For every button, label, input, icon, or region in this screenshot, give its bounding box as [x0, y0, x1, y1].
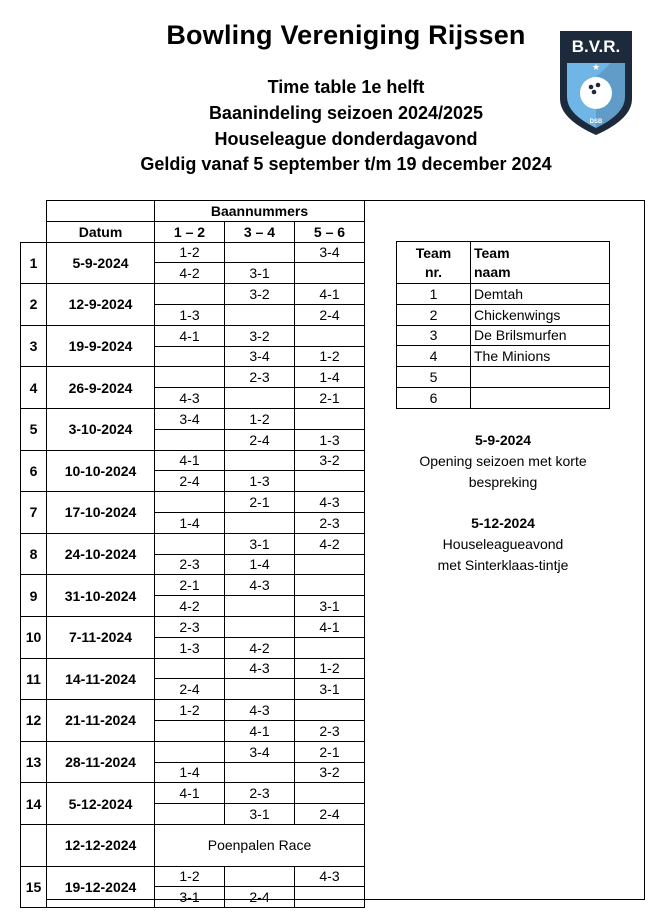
match-cell: 2-3: [155, 554, 225, 575]
match-cell: 4-3: [225, 658, 295, 679]
match-cell: [295, 887, 365, 908]
match-cell: 3-1: [295, 596, 365, 617]
lane-header-1: 1 – 2: [155, 221, 225, 242]
round-date: 19-12-2024: [47, 866, 155, 908]
team-nr-header-line2: nr.: [424, 263, 443, 280]
match-cell: 2-3: [225, 783, 295, 804]
round-date: 17-10-2024: [47, 492, 155, 534]
match-cell: 4-3: [225, 575, 295, 596]
note-opening-line1: Opening seizoen met korte: [419, 453, 587, 469]
lane-header-3: 5 – 6: [295, 221, 365, 242]
date-column-header: Datum: [47, 221, 155, 242]
subtitle-time-table: Time table 1e helft: [267, 77, 425, 97]
round-number: 1: [21, 242, 47, 284]
match-cell: 2-4: [295, 804, 365, 825]
match-cell: [225, 242, 295, 263]
match-cell: 4-1: [155, 325, 225, 346]
match-cell: 4-3: [295, 492, 365, 513]
schedule-row-5-a: [21, 408, 365, 429]
round-number: 8: [21, 533, 47, 575]
match-cell: [155, 741, 225, 762]
round-number: 5: [21, 408, 47, 450]
team-row: [397, 325, 610, 346]
teams-header-row: [397, 242, 610, 284]
match-cell: [155, 533, 225, 554]
match-cell: 2-4: [225, 887, 295, 908]
match-cell: 4-1: [295, 284, 365, 305]
schedule-row-special: [21, 824, 365, 866]
round-date: 5-9-2024: [47, 242, 155, 284]
match-cell: [295, 263, 365, 284]
team-name: De Brilsmurfen: [471, 325, 610, 346]
team-name: Demtah: [471, 284, 610, 305]
match-cell: 1-3: [225, 471, 295, 492]
match-cell: 2-1: [155, 575, 225, 596]
team-row: [397, 346, 610, 367]
schedule-header-row-1: [21, 201, 365, 222]
match-cell: 3-2: [225, 284, 295, 305]
team-number: 6: [397, 387, 471, 408]
team-name-header: [471, 242, 610, 284]
schedule-row-10-a: [21, 616, 365, 637]
match-cell: [295, 700, 365, 721]
match-cell: [225, 616, 295, 637]
round-number: 15: [21, 866, 47, 908]
team-number: 2: [397, 304, 471, 325]
round-number: 2: [21, 284, 47, 326]
match-cell: 2-3: [225, 367, 295, 388]
match-cell: 3-2: [295, 762, 365, 783]
team-row: [397, 284, 610, 305]
match-cell: [155, 429, 225, 450]
team-number: 3: [397, 325, 471, 346]
match-cell: 2-4: [155, 471, 225, 492]
match-cell: 3-1: [155, 887, 225, 908]
note-opening: [398, 430, 608, 493]
team-row: [397, 387, 610, 408]
match-cell: 1-2: [155, 700, 225, 721]
schedule-row-11-a: [21, 658, 365, 679]
match-cell: [155, 492, 225, 513]
teams-table: [396, 241, 610, 409]
match-cell: 2-1: [295, 388, 365, 409]
match-cell: 1-4: [155, 512, 225, 533]
schedule-corner: [21, 201, 47, 222]
match-cell: [295, 554, 365, 575]
subtitle-validity: Geldig vanaf 5 september t/m 19 december 2024: [140, 154, 552, 174]
match-cell: 4-1: [225, 720, 295, 741]
round-date: 12-9-2024: [47, 284, 155, 326]
note-opening-line2: bespreking: [468, 474, 538, 490]
svg-text:B.V.R.: B.V.R.: [571, 37, 621, 56]
svg-text:DSB: DSB: [589, 119, 603, 125]
schedule-corner-date: [47, 201, 155, 222]
schedule-row-8-a: [21, 533, 365, 554]
match-cell: 1-3: [155, 304, 225, 325]
svg-text:★: ★: [591, 62, 601, 72]
match-cell: 3-1: [225, 804, 295, 825]
round-date: 21-11-2024: [47, 700, 155, 742]
match-cell: 4-2: [155, 263, 225, 284]
schedule-row-7-a: [21, 492, 365, 513]
match-cell: 2-1: [225, 492, 295, 513]
match-cell: [225, 388, 295, 409]
match-cell: [155, 720, 225, 741]
match-cell: [225, 596, 295, 617]
note-sinterklaas-line1: Houseleagueavond: [442, 536, 564, 552]
round-number: 12: [21, 700, 47, 742]
match-cell: 1-2: [155, 242, 225, 263]
schedule-row-14-a: [21, 783, 365, 804]
match-cell: 1-2: [295, 346, 365, 367]
team-number: 5: [397, 367, 471, 388]
match-cell: [225, 762, 295, 783]
match-cell: 4-3: [295, 866, 365, 887]
match-cell: [225, 866, 295, 887]
round-date: 24-10-2024: [47, 533, 155, 575]
match-cell: 4-1: [295, 616, 365, 637]
team-name-header-line2: naam: [474, 263, 511, 280]
match-cell: 1-2: [295, 658, 365, 679]
match-cell: 1-3: [295, 429, 365, 450]
round-number: 11: [21, 658, 47, 700]
match-cell: 2-3: [155, 616, 225, 637]
schedule-row-4-a: [21, 367, 365, 388]
match-cell: 3-2: [295, 450, 365, 471]
match-cell: 4-3: [225, 700, 295, 721]
round-number: 7: [21, 492, 47, 534]
round-number: 6: [21, 450, 47, 492]
match-cell: 3-4: [295, 242, 365, 263]
round-number: 13: [21, 741, 47, 783]
note-sinterklaas-line2: met Sinterklaas-tintje: [437, 557, 569, 573]
special-event: Poenpalen Race: [155, 824, 365, 866]
match-cell: 2-4: [225, 429, 295, 450]
round-number: 14: [21, 783, 47, 825]
round-date: 10-10-2024: [47, 450, 155, 492]
round-date: 19-9-2024: [47, 325, 155, 367]
match-cell: 1-4: [155, 762, 225, 783]
match-cell: 3-1: [295, 679, 365, 700]
match-cell: 3-4: [225, 346, 295, 367]
match-cell: 4-1: [155, 450, 225, 471]
round-date: 28-11-2024: [47, 741, 155, 783]
schedule-row-15-a: [21, 866, 365, 887]
match-cell: 1-3: [155, 637, 225, 658]
match-cell: [225, 679, 295, 700]
round-number: 3: [21, 325, 47, 367]
match-cell: [295, 783, 365, 804]
match-cell: [155, 804, 225, 825]
match-cell: 4-1: [155, 783, 225, 804]
round-date: 12-12-2024: [47, 824, 155, 866]
match-cell: 4-2: [225, 637, 295, 658]
round-date: 31-10-2024: [47, 575, 155, 617]
team-name: The Minions: [471, 346, 610, 367]
subtitle-season: Baanindeling seizoen 2024/2025: [208, 103, 484, 123]
match-cell: [225, 512, 295, 533]
schedule-row-13-a: [21, 741, 365, 762]
match-cell: 1-4: [295, 367, 365, 388]
match-cell: 2-4: [295, 304, 365, 325]
team-name: Chickenwings: [471, 304, 610, 325]
round-date: 7-11-2024: [47, 616, 155, 658]
team-name: [471, 367, 610, 388]
match-cell: [295, 575, 365, 596]
schedule-row-9-a: [21, 575, 365, 596]
team-nr-header-line1: Team: [415, 244, 452, 261]
match-cell: [155, 346, 225, 367]
match-cell: 3-1: [225, 533, 295, 554]
round-number: 10: [21, 616, 47, 658]
bvr-logo-icon: [556, 27, 636, 137]
schedule-table: [20, 200, 365, 908]
round-number: [21, 824, 47, 866]
match-cell: [225, 304, 295, 325]
round-date: 26-9-2024: [47, 367, 155, 409]
page-title: Bowling Vereniging Rijssen: [166, 20, 526, 50]
team-number: 1: [397, 284, 471, 305]
schedule-row-1-a: [21, 242, 365, 263]
match-cell: [155, 658, 225, 679]
team-name-header-line1: Team: [474, 244, 510, 261]
team-name: [471, 387, 610, 408]
team-row: [397, 304, 610, 325]
schedule-corner-2: [21, 221, 47, 242]
lanes-group-header: Baannummers: [155, 201, 365, 222]
match-cell: [155, 284, 225, 305]
note-sinterklaas-date: 5-12-2024: [471, 515, 535, 531]
round-date: 14-11-2024: [47, 658, 155, 700]
match-cell: 2-3: [295, 720, 365, 741]
match-cell: 4-3: [155, 388, 225, 409]
team-row: [397, 367, 610, 388]
match-cell: 2-3: [295, 512, 365, 533]
match-cell: 1-2: [155, 866, 225, 887]
note-opening-date: 5-9-2024: [474, 432, 532, 448]
match-cell: 2-1: [295, 741, 365, 762]
schedule-row-12-a: [21, 700, 365, 721]
match-cell: 2-4: [155, 679, 225, 700]
note-sinterklaas: [398, 513, 608, 576]
team-nr-header: [397, 242, 471, 284]
subtitle-league: Houseleague donderdagavond: [214, 129, 478, 149]
match-cell: 1-4: [225, 554, 295, 575]
lane-header-2: 3 – 4: [225, 221, 295, 242]
schedule-row-2-a: [21, 284, 365, 305]
schedule-header-row-2: [21, 221, 365, 242]
schedule-row-3-a: [21, 325, 365, 346]
match-cell: 3-4: [225, 741, 295, 762]
round-number: 9: [21, 575, 47, 617]
match-cell: 3-1: [225, 263, 295, 284]
match-cell: [155, 367, 225, 388]
round-date: 3-10-2024: [47, 408, 155, 450]
match-cell: [295, 408, 365, 429]
match-cell: [295, 325, 365, 346]
match-cell: 3-4: [155, 408, 225, 429]
schedule-row-6-a: [21, 450, 365, 471]
match-cell: 4-2: [155, 596, 225, 617]
team-number: 4: [397, 346, 471, 367]
round-date: 5-12-2024: [47, 783, 155, 825]
match-cell: [225, 450, 295, 471]
match-cell: 4-2: [295, 533, 365, 554]
round-number: 4: [21, 367, 47, 409]
match-cell: [295, 471, 365, 492]
match-cell: 3-2: [225, 325, 295, 346]
match-cell: [295, 637, 365, 658]
match-cell: 1-2: [225, 408, 295, 429]
